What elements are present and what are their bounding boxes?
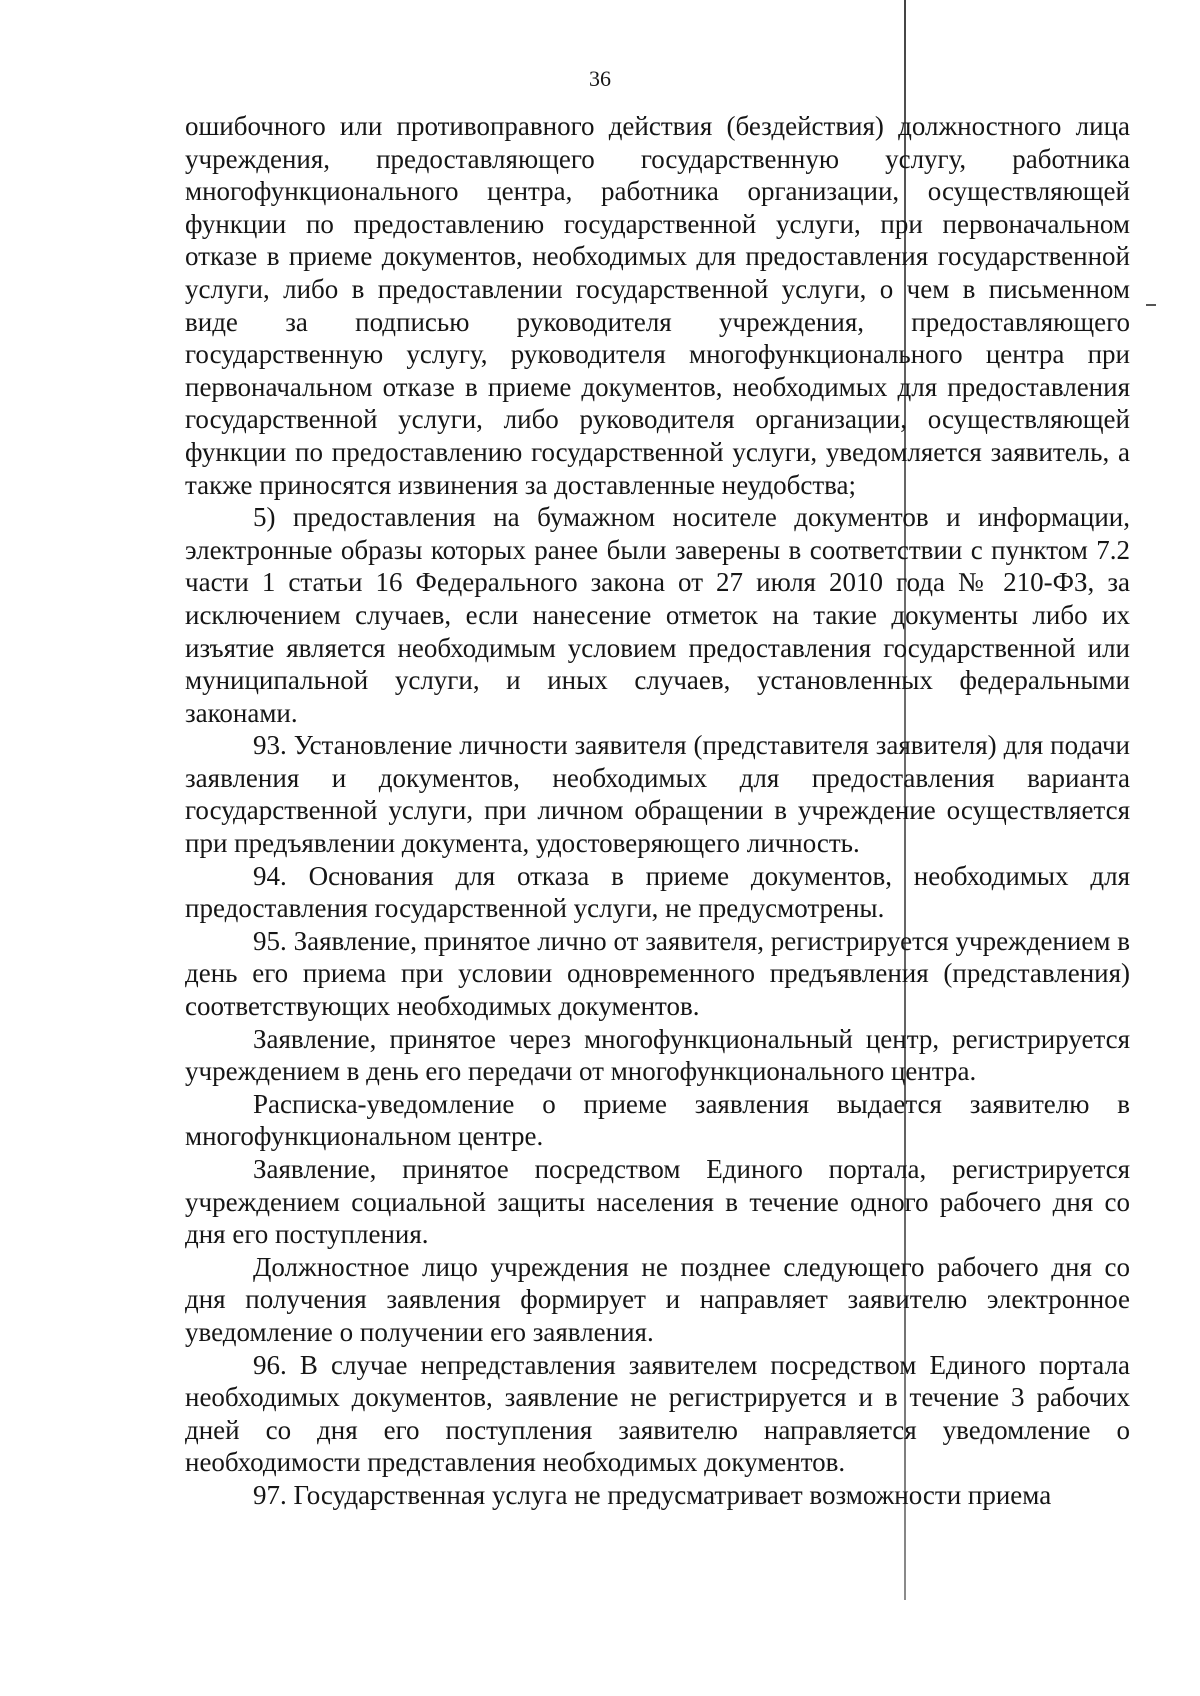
paragraph-95-portal: Заявление, принятое посредством Единого портала, регистрируется учреждением социальной защиты населения в течение одного рабочего дня со дня его поступления. xyxy=(185,1154,1130,1250)
document-body xyxy=(185,110,1130,1512)
paragraph-93: 93. Установление личности заявителя (представителя заявителя) для подачи заявления и документов, необходимых для предоставления варианта государственной услуги, при личном обращении в учреждение осуществляется при предъявлении документа, удостоверяющего личность. xyxy=(185,730,1130,859)
paragraph-94: 94. Основания для отказа в приеме документов, необходимых для предоставления государственной услуги, не предусмотрены. xyxy=(185,860,1130,924)
paragraph-item-5: 5) предоставления на бумажном носителе документов и информации, электронные образы которых ранее были заверены в соответствии с пунктом 7.2 части 1 статьи 16 Федерального закона от 27 июля 2010 года № 210-ФЗ, за исключением случаев, если нанесение отметок на такие документы либо их изъятие является необходимым условием предоставления государственной или муниципальной услуги, и иных случаев, установленных федеральными законами. xyxy=(185,502,1130,728)
page-number: 36 xyxy=(589,66,611,91)
paragraph-continuation: ошибочного или противоправного действия (бездействия) должностного лица учреждения, предоставляющего государственную услугу, работника многофункционального центра, работника организации, осуществляющей функции по предоставлению государственной услуги, при первоначальном отказе в приеме документов, необходимых для предоставления государственной услуги, либо в предоставлении государственной услуги, о чем в письменном виде за подписью руководителя учреждения, предоставляющего государственную услугу, руководителя многофункционального центра при первоначальном отказе в приеме документов, необходимых для предоставления государственной услуги, либо руководителя организации, осуществляющей функции по предоставлению государственной услуги, уведомляется заявитель, а также приносятся извинения за доставленные неудобства; xyxy=(185,111,1130,500)
scan-mark xyxy=(1146,304,1156,306)
paragraph-95-receipt: Расписка-уведомление о приеме заявления выдается заявителю в многофункциональном центре. xyxy=(185,1088,1130,1152)
paragraph-96: 96. В случае непредставления заявителем посредством Единого портала необходимых документов, заявление не регистрируется и в течение 3 рабочих дней со дня его поступления заявителю направляется уведомление о необходимости представления необходимых документов. xyxy=(185,1349,1130,1478)
paragraph-97: 97. Государственная услуга не предусматривает возможности приема xyxy=(253,1479,1052,1510)
paragraph-95-mfc: Заявление, принятое через многофункциональный центр, регистрируется учреждением в день его передачи от многофункционального центра. xyxy=(185,1023,1130,1087)
paragraph-95-official: Должностное лицо учреждения не позднее следующего рабочего дня со дня получения заявления формирует и направляет заявителю электронное уведомление о получении его заявления. xyxy=(185,1251,1130,1347)
paragraph-95: 95. Заявление, принятое лично от заявителя, регистрируется учреждением в день его приема при условии одновременного предъявления (представления) соответствующих необходимых документов. xyxy=(185,925,1130,1022)
